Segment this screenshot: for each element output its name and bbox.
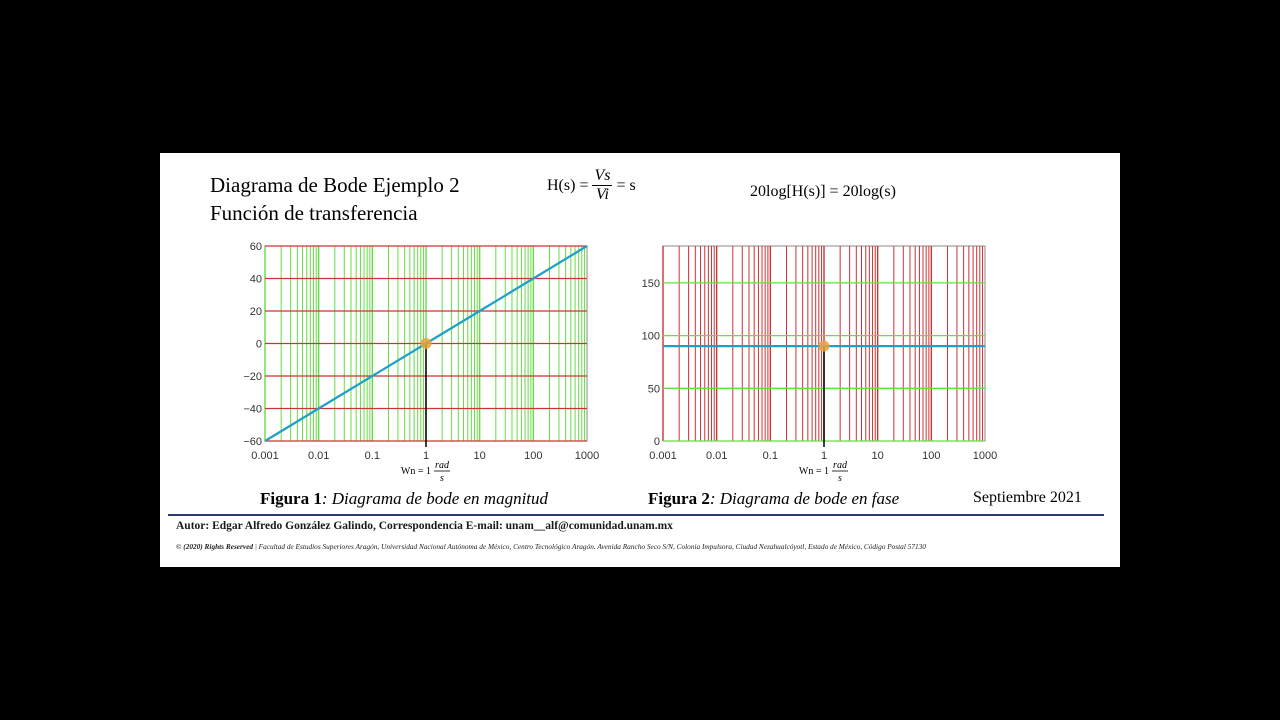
equation-lhs: H(s) = [547,176,589,194]
magnitude-equation: 20log[H(s)] = 20log(s) [750,183,896,200]
magnitude-chart [232,241,600,486]
caption-text: : Diagrama de bode en magnitud [321,489,549,508]
y-tick-label: 20 [249,306,262,318]
slide-title: Diagrama de Bode Ejemplo 2 [210,173,460,197]
date-label: Septiembre 2021 [973,489,1082,506]
phase-chart [630,241,998,486]
rights-bold: © (2020) Rights Reserved [176,542,253,551]
figure-1-caption [260,489,548,509]
x-tick-label: 0.1 [762,450,778,462]
fraction-numerator: Vs [594,167,611,184]
x-tick-label: 0.01 [705,450,728,462]
y-tick-label: −20 [243,371,262,383]
x-tick-label: 0.1 [364,450,380,462]
y-tick-label: −60 [243,436,262,448]
wn-numerator: rad [435,460,449,471]
caption-text: : Diagrama de bode en fase [709,489,900,508]
author-line: Autor: Edgar Alfredo González Galindo, Correspondencia E-mail: unam__alf@comunidad.unam.mx [176,520,673,532]
fraction-denominator: Vi [595,186,609,203]
y-tick-label: 60 [249,241,262,253]
x-tick-label: 10 [473,450,486,462]
x-tick-label: 100 [922,450,941,462]
wn-numerator: rad [833,460,847,471]
x-tick-label: 1 [422,450,430,462]
x-tick-label: 100 [524,450,543,462]
equation-fraction [592,167,612,204]
slide [160,153,1120,567]
x-tick-label: 0.001 [251,450,279,462]
y-tick-label: 100 [641,330,660,343]
caption-label: Figura 1 [260,489,322,508]
figure-2-caption [648,489,899,509]
wn-label: Wn = 1 [798,466,829,477]
x-tick-label: 0.01 [307,450,330,462]
x-tick-label: 1000 [972,450,998,462]
rights-line [176,542,926,551]
wn-label: Wn = 1 [400,466,431,477]
y-tick-label: 150 [641,277,660,290]
transfer-function-equation [547,167,636,204]
x-tick-label: 1 [820,450,828,462]
footer-divider [168,514,1104,516]
x-tick-label: 0.001 [649,450,677,462]
slide-subtitle: Función de transferencia [210,201,418,225]
rights-text: | Facultad de Estudios Superiores Aragón, Universidad Nacional Autónoma de México, Centro Tecnológico Aragón. Avenida Rancho Seco S/N, Colonia Impulsora, Ciudad Nezahualcóyotl, Estado de México, Código Postal 57130 [253,542,926,551]
wn-denominator: s [838,473,842,484]
equation-rhs: = s [616,176,636,194]
wn-denominator: s [440,473,444,484]
y-tick-label: 50 [647,383,660,396]
y-tick-label: 0 [653,436,660,448]
caption-label: Figura 2 [648,489,710,508]
x-tick-label: 10 [871,450,884,462]
wn-marker [819,341,830,352]
wn-marker [421,338,432,349]
y-tick-label: −40 [243,403,262,416]
y-tick-label: 0 [255,338,262,351]
x-tick-label: 1000 [574,450,600,462]
y-tick-label: 40 [249,273,262,286]
